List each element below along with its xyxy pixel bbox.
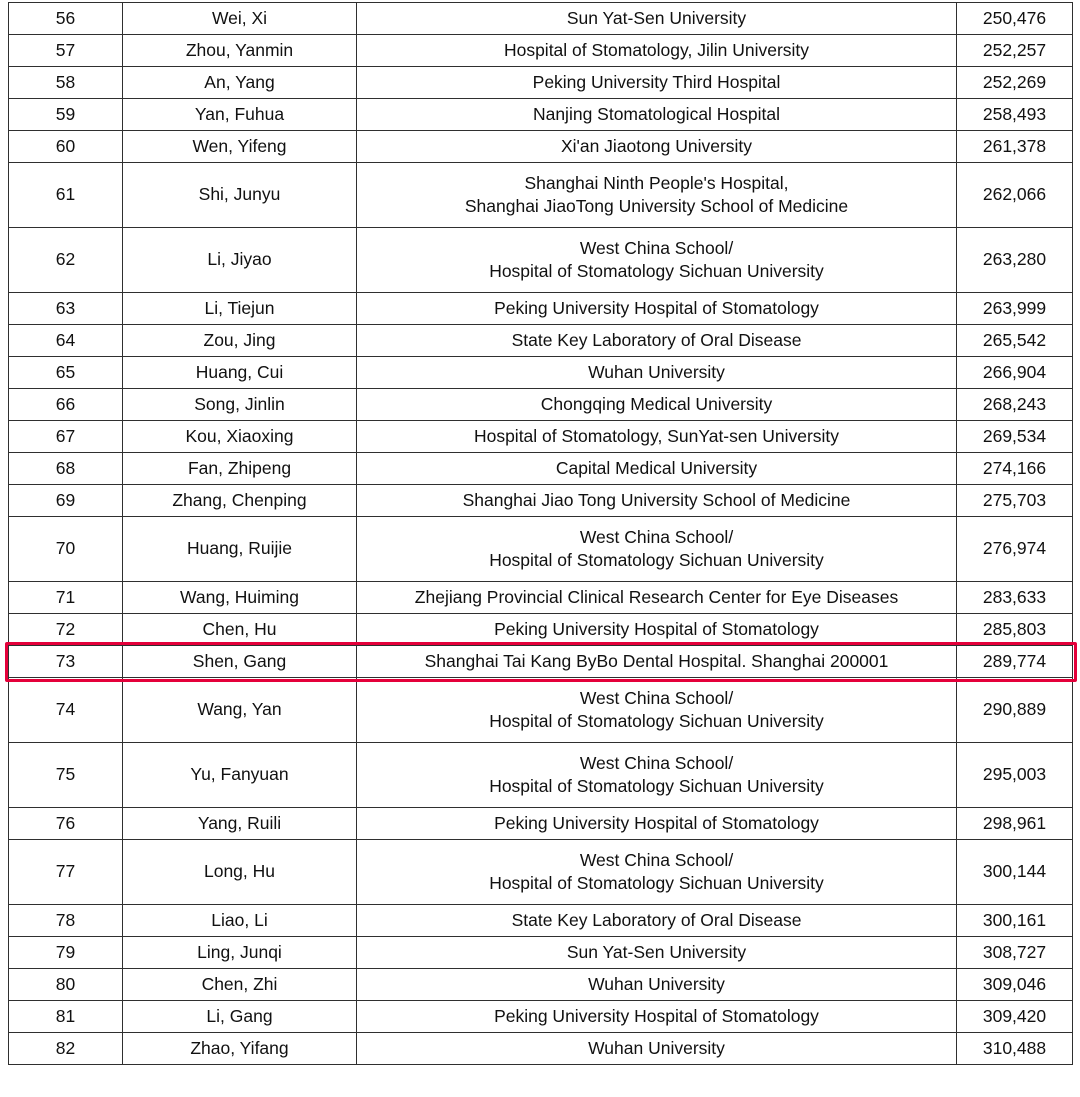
affiliation-line: Peking University Hospital of Stomatology [494, 618, 819, 639]
table-row [9, 646, 1073, 678]
affiliation-line: Hospital of Stomatology Sichuan University [489, 261, 824, 281]
table-row [9, 357, 1073, 389]
affiliation-cell [357, 421, 957, 453]
affiliation-cell [357, 582, 957, 614]
table-row [9, 517, 1073, 582]
rank-cell: 78 [9, 905, 123, 937]
author-name-cell: Huang, Cui [123, 357, 357, 389]
table-row [9, 743, 1073, 808]
rank-cell: 75 [9, 743, 123, 808]
author-name-cell: Zou, Jing [123, 325, 357, 357]
author-name-cell: Shen, Gang [123, 646, 357, 678]
author-name-cell: Wang, Huiming [123, 582, 357, 614]
table-row [9, 453, 1073, 485]
count-cell: 274,166 [957, 453, 1073, 485]
table-row [9, 293, 1073, 325]
affiliation-cell [357, 67, 957, 99]
rank-cell: 82 [9, 1033, 123, 1065]
affiliation-line: Peking University Hospital of Stomatology [494, 297, 819, 318]
count-cell: 298,961 [957, 808, 1073, 840]
author-name-cell: Fan, Zhipeng [123, 453, 357, 485]
author-name-cell: Li, Tiejun [123, 293, 357, 325]
author-name-cell: Huang, Ruijie [123, 517, 357, 582]
rank-cell: 69 [9, 485, 123, 517]
affiliation-line: Nanjing Stomatological Hospital [532, 103, 781, 124]
affiliation-cell [357, 937, 957, 969]
affiliation-cell [357, 743, 957, 808]
count-cell: 261,378 [957, 131, 1073, 163]
count-cell: 276,974 [957, 517, 1073, 582]
rank-cell: 66 [9, 389, 123, 421]
count-cell: 275,703 [957, 485, 1073, 517]
author-name-cell: Zhang, Chenping [123, 485, 357, 517]
affiliation-line: West China School/ [579, 849, 734, 870]
author-name-cell: An, Yang [123, 67, 357, 99]
affiliation-line: Peking University Hospital of Stomatology [494, 1005, 819, 1026]
affiliation-cell [357, 517, 957, 582]
affiliation-line: Capital Medical University [555, 457, 758, 478]
count-cell: 263,280 [957, 228, 1073, 293]
rank-cell: 65 [9, 357, 123, 389]
affiliation-line: Hospital of Stomatology Sichuan University [489, 711, 824, 731]
rank-cell: 58 [9, 67, 123, 99]
rank-cell: 79 [9, 937, 123, 969]
table-row [9, 485, 1073, 517]
affiliation-line: Shanghai Tai Kang ByBo Dental Hospital. Shanghai 200001 [424, 650, 889, 671]
affiliation-line: Hospital of Stomatology Sichuan University [489, 550, 824, 570]
rank-cell: 63 [9, 293, 123, 325]
table-row [9, 1001, 1073, 1033]
count-cell: 290,889 [957, 678, 1073, 743]
rank-cell: 73 [9, 646, 123, 678]
author-name-cell: Chen, Hu [123, 614, 357, 646]
affiliation-line: Shanghai Ninth People's Hospital, [524, 172, 789, 193]
affiliation-cell [357, 228, 957, 293]
affiliation-cell [357, 131, 957, 163]
affiliation-line: Hospital of Stomatology Sichuan University [489, 873, 824, 893]
table-row [9, 228, 1073, 293]
affiliation-cell [357, 293, 957, 325]
affiliation-cell [357, 163, 957, 228]
table-row [9, 808, 1073, 840]
author-name-cell: Li, Gang [123, 1001, 357, 1033]
table-row [9, 840, 1073, 905]
author-name-cell: Wei, Xi [123, 3, 357, 35]
table-row [9, 3, 1073, 35]
author-name-cell: Li, Jiyao [123, 228, 357, 293]
table-row [9, 325, 1073, 357]
author-name-cell: Ling, Junqi [123, 937, 357, 969]
affiliation-cell [357, 485, 957, 517]
rank-cell: 71 [9, 582, 123, 614]
rank-cell: 67 [9, 421, 123, 453]
rank-cell: 76 [9, 808, 123, 840]
table-row [9, 99, 1073, 131]
table-body [9, 3, 1073, 1065]
affiliation-line: Zhejiang Provincial Clinical Research Center for Eye Diseases [414, 586, 899, 607]
count-cell: 310,488 [957, 1033, 1073, 1065]
affiliation-cell [357, 325, 957, 357]
rank-cell: 57 [9, 35, 123, 67]
rank-cell: 59 [9, 99, 123, 131]
table-row [9, 614, 1073, 646]
table-row [9, 421, 1073, 453]
author-name-cell: Zhou, Yanmin [123, 35, 357, 67]
table-row [9, 678, 1073, 743]
affiliation-cell [357, 1001, 957, 1033]
affiliation-line: Sun Yat-Sen University [566, 941, 747, 962]
affiliation-line: Peking University Hospital of Stomatology [494, 812, 819, 833]
affiliation-line: Wuhan University [588, 1037, 725, 1058]
table-row [9, 937, 1073, 969]
author-name-cell: Long, Hu [123, 840, 357, 905]
affiliation-line: Hospital of Stomatology, Jilin University [503, 39, 810, 60]
rank-cell: 81 [9, 1001, 123, 1033]
table-row [9, 389, 1073, 421]
affiliation-cell [357, 808, 957, 840]
author-name-cell: Kou, Xiaoxing [123, 421, 357, 453]
author-name-cell: Shi, Junyu [123, 163, 357, 228]
affiliation-line: Hospital of Stomatology Sichuan University [489, 776, 824, 796]
count-cell: 269,534 [957, 421, 1073, 453]
count-cell: 252,269 [957, 67, 1073, 99]
affiliation-line: Chongqing Medical University [540, 393, 773, 414]
ranking-table [8, 2, 1073, 1065]
count-cell: 265,542 [957, 325, 1073, 357]
affiliation-line: Wuhan University [588, 361, 725, 382]
affiliation-line: State Key Laboratory of Oral Disease [511, 329, 802, 350]
count-cell: 263,999 [957, 293, 1073, 325]
author-name-cell: Zhao, Yifang [123, 1033, 357, 1065]
affiliation-line: West China School/ [579, 752, 734, 773]
author-name-cell: Chen, Zhi [123, 969, 357, 1001]
rank-cell: 62 [9, 228, 123, 293]
count-cell: 300,144 [957, 840, 1073, 905]
table-row [9, 582, 1073, 614]
rank-cell: 80 [9, 969, 123, 1001]
count-cell: 289,774 [957, 646, 1073, 678]
table-row [9, 163, 1073, 228]
affiliation-cell [357, 3, 957, 35]
table-row [9, 131, 1073, 163]
count-cell: 268,243 [957, 389, 1073, 421]
count-cell: 285,803 [957, 614, 1073, 646]
table-row [9, 35, 1073, 67]
rank-cell: 70 [9, 517, 123, 582]
count-cell: 250,476 [957, 3, 1073, 35]
affiliation-cell [357, 646, 957, 678]
rank-cell: 72 [9, 614, 123, 646]
count-cell: 262,066 [957, 163, 1073, 228]
affiliation-line: Sun Yat-Sen University [566, 7, 747, 28]
affiliation-cell [357, 905, 957, 937]
rank-cell: 61 [9, 163, 123, 228]
table-row [9, 969, 1073, 1001]
table-row [9, 1033, 1073, 1065]
count-cell: 266,904 [957, 357, 1073, 389]
rank-cell: 64 [9, 325, 123, 357]
table-row [9, 67, 1073, 99]
document-page [0, 2, 1080, 1097]
count-cell: 309,420 [957, 1001, 1073, 1033]
affiliation-cell [357, 840, 957, 905]
affiliation-cell [357, 678, 957, 743]
count-cell: 300,161 [957, 905, 1073, 937]
count-cell: 308,727 [957, 937, 1073, 969]
author-name-cell: Song, Jinlin [123, 389, 357, 421]
rank-cell: 74 [9, 678, 123, 743]
rank-cell: 60 [9, 131, 123, 163]
affiliation-line: Shanghai JiaoTong University School of Medicine [464, 196, 849, 216]
table-row [9, 905, 1073, 937]
count-cell: 283,633 [957, 582, 1073, 614]
affiliation-cell [357, 1033, 957, 1065]
affiliation-line: West China School/ [579, 687, 734, 708]
affiliation-line: West China School/ [579, 237, 734, 258]
affiliation-line: State Key Laboratory of Oral Disease [511, 909, 802, 930]
affiliation-line: Peking University Third Hospital [532, 71, 781, 92]
affiliation-line: Wuhan University [588, 973, 725, 994]
affiliation-cell [357, 453, 957, 485]
author-name-cell: Wen, Yifeng [123, 131, 357, 163]
author-name-cell: Yang, Ruili [123, 808, 357, 840]
affiliation-cell [357, 357, 957, 389]
affiliation-cell [357, 99, 957, 131]
author-name-cell: Wang, Yan [123, 678, 357, 743]
rank-cell: 56 [9, 3, 123, 35]
affiliation-cell [357, 969, 957, 1001]
affiliation-cell [357, 35, 957, 67]
affiliation-cell [357, 389, 957, 421]
affiliation-line: West China School/ [579, 526, 734, 547]
count-cell: 309,046 [957, 969, 1073, 1001]
rank-cell: 68 [9, 453, 123, 485]
affiliation-line: Xi'an Jiaotong University [560, 135, 753, 156]
author-name-cell: Liao, Li [123, 905, 357, 937]
author-name-cell: Yu, Fanyuan [123, 743, 357, 808]
count-cell: 252,257 [957, 35, 1073, 67]
affiliation-cell [357, 614, 957, 646]
affiliation-line: Hospital of Stomatology, SunYat-sen University [473, 425, 840, 446]
count-cell: 258,493 [957, 99, 1073, 131]
author-name-cell: Yan, Fuhua [123, 99, 357, 131]
affiliation-line: Shanghai Jiao Tong University School of Medicine [462, 489, 851, 510]
rank-cell: 77 [9, 840, 123, 905]
count-cell: 295,003 [957, 743, 1073, 808]
